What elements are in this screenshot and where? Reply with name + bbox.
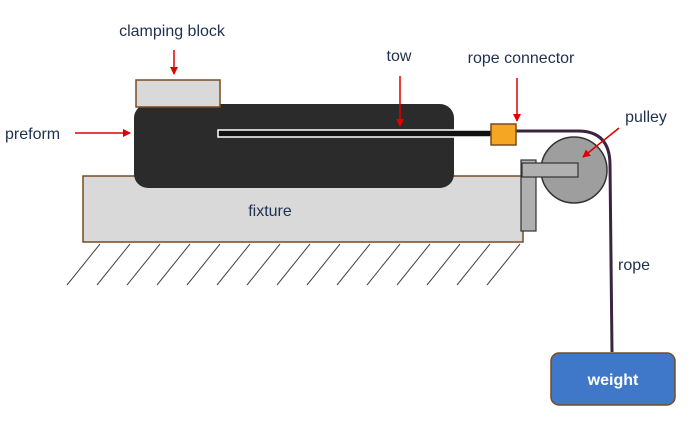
rope-connector-label: rope connector xyxy=(467,50,575,67)
rope-connector xyxy=(491,124,516,145)
preform xyxy=(134,104,454,188)
clamping-block xyxy=(136,80,220,107)
pulley-axle-arm xyxy=(522,163,578,177)
rope-label: rope xyxy=(618,257,651,274)
weight-label: weight xyxy=(587,372,639,389)
preform-label: preform xyxy=(5,126,61,143)
ground-hatching xyxy=(67,244,520,285)
fixture-label: fixture xyxy=(248,203,292,220)
clamping-block-label: clamping block xyxy=(119,23,225,40)
tow xyxy=(218,130,498,137)
pulley-label: pulley xyxy=(625,109,667,126)
tow-label: tow xyxy=(386,48,412,65)
